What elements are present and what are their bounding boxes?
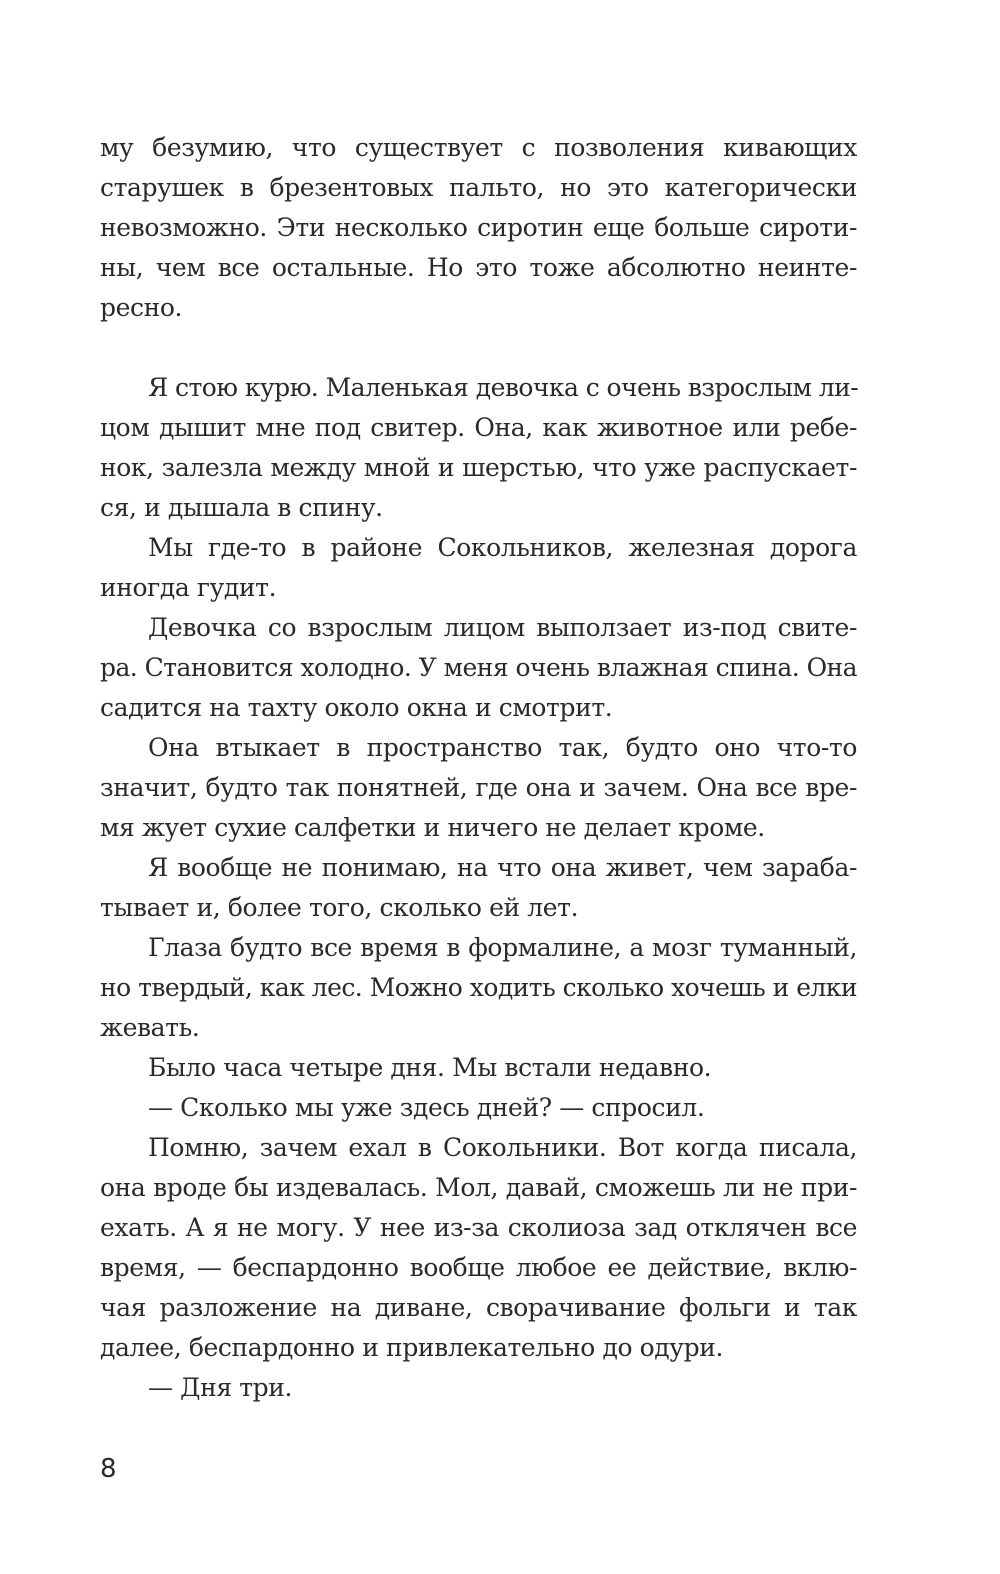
text-line: мя жует сухие салфетки и ничего не делает кроме.: [100, 813, 765, 842]
text-line: Я вообще не понимаю, на что она живет, чем зараба-: [148, 853, 857, 882]
text-line: тывает и, более того, сколько ей лет.: [100, 893, 579, 922]
text-line: Мы где-то в районе Сокольников, железная дорога: [148, 533, 857, 562]
text-line: ехать. А я не могу. У нее из-за сколиоза зад отклячен все: [100, 1213, 857, 1242]
text-line: Девочка со взрослым лицом выползает из-под свите-: [148, 613, 857, 642]
top-paragraph: [100, 128, 857, 328]
text-line: ны, чем все остальные. Но это тоже абсолютно неинте-: [100, 253, 857, 282]
text-line: нок, залезла между мной и шерстью, что уже распускает-: [100, 453, 857, 482]
text-line: му безумию, что существует с позволения кивающих: [100, 133, 857, 162]
text-line: Я стою курю. Маленькая девочка с очень взрослым ли-: [148, 373, 859, 402]
text-line: Глаза будто все время в формалине, а мозг туманный,: [148, 933, 857, 962]
text-line: Она втыкает в пространство так, будто оно что-то: [148, 733, 857, 762]
text-line: ся, и дышала в спину.: [100, 493, 383, 522]
text-line: чая разложение на диване, сворачивание фольги и так: [100, 1293, 857, 1322]
main-section: [100, 368, 857, 1408]
text-line: Помню, зачем ехал в Сокольники. Вот когда писала,: [148, 1133, 857, 1162]
text-line: значит, будто так понятней, где она и зачем. Она все вре-: [100, 773, 857, 802]
text-line: невозможно. Эти несколько сиротин еще больше сироти-: [100, 213, 857, 242]
text-line: иногда гудит.: [100, 573, 277, 602]
text-line: жевать.: [100, 1013, 200, 1042]
text-line: но твердый, как лес. Можно ходить сколько хочешь и елки: [100, 973, 857, 1002]
text-line: время, — беспардонно вообще любое ее действие, вклю-: [100, 1253, 857, 1282]
text-line: — Дня три.: [148, 1373, 293, 1402]
text-line: далее, беспардонно и привлекательно до одури.: [100, 1333, 724, 1362]
text-line: — Сколько мы уже здесь дней? — спросил.: [148, 1093, 705, 1122]
text-line: ра. Становится холодно. У меня очень влажная спина. Она: [100, 653, 857, 682]
text-line: старушек в брезентовых пальто, но это категорически: [100, 173, 857, 202]
text-line: садится на тахту около окна и смотрит.: [100, 693, 613, 722]
text-line: Было часа четыре дня. Мы встали недавно.: [148, 1053, 712, 1082]
page-number: 8: [100, 1454, 117, 1484]
text-line: она вроде бы издевалась. Мол, давай, сможешь ли не при-: [100, 1173, 857, 1202]
text-line: цом дышит мне под свитер. Она, как животное или ребе-: [100, 413, 857, 442]
text-line: ресно.: [100, 293, 183, 322]
